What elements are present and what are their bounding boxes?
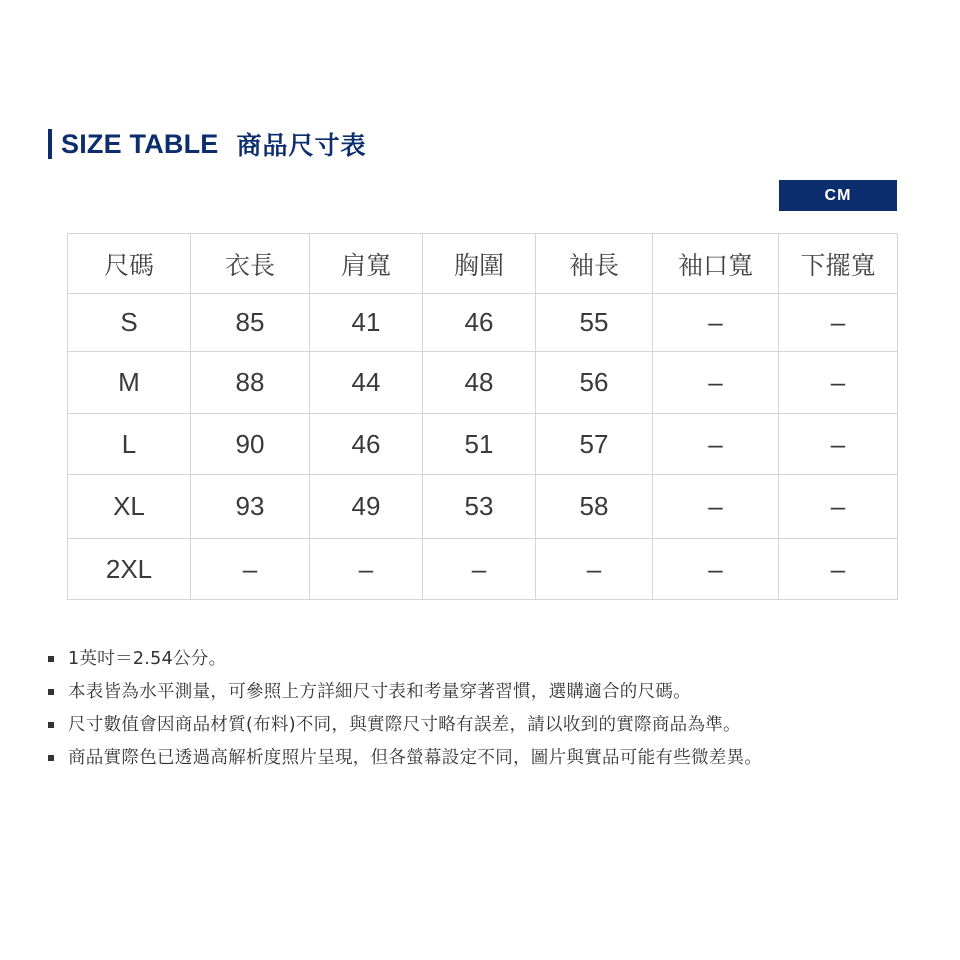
table-cell: – [423,539,536,600]
table-row [68,352,898,414]
column-header-shoulder: 肩寬 [310,234,423,294]
title-accent-bar [48,129,52,159]
table-header-row [68,234,898,294]
table-cell: – [653,539,779,600]
bullet-square-icon [48,722,54,728]
note-text: 本表皆為水平測量，可參照上方詳細尺寸表和考量穿著習慣，選購適合的尺碼。 [68,682,691,702]
bullet-square-icon [48,755,54,761]
table-row [68,539,898,600]
table-cell: 49 [310,475,423,539]
table-cell: – [779,539,898,600]
table-cell: – [779,294,898,352]
table-cell: – [779,475,898,539]
column-header-hem-width: 下擺寬 [779,234,898,294]
table-cell: – [310,539,423,600]
table-cell: 44 [310,352,423,414]
table-cell: 46 [310,414,423,475]
table-cell: 57 [536,414,653,475]
table-cell: – [653,294,779,352]
title-chinese: 商品尺寸表 [236,131,367,160]
table-cell: 93 [191,475,310,539]
table-cell: 56 [536,352,653,414]
table-cell: – [779,352,898,414]
notes-list [48,645,762,777]
table-cell: L [68,414,191,475]
column-header-chest: 胸圍 [423,234,536,294]
unit-badge: CM [779,180,897,211]
table-cell: – [653,475,779,539]
column-header-length: 衣長 [191,234,310,294]
table-cell: – [653,414,779,475]
table-cell: – [191,539,310,600]
note-text: 1英吋＝2.54公分。 [68,649,227,669]
table-cell: 53 [423,475,536,539]
note-item [48,711,762,744]
note-text: 商品實際色已透過高解析度照片呈現，但各螢幕設定不同，圖片與實品可能有些微差異。 [68,748,763,768]
table-cell: 58 [536,475,653,539]
note-item [48,678,762,711]
table-cell: 85 [191,294,310,352]
note-text: 尺寸數值會因商品材質(布料)不同，與實際尺寸略有誤差，請以收到的實際商品為準。 [68,715,741,735]
page-title [48,128,367,160]
table-cell: 55 [536,294,653,352]
column-header-size: 尺碼 [68,234,191,294]
bullet-square-icon [48,656,54,662]
bullet-square-icon [48,689,54,695]
table-cell: 2XL [68,539,191,600]
table-cell: – [653,352,779,414]
note-item [48,744,762,777]
size-table [67,233,898,600]
table-row [68,294,898,352]
table-cell: 46 [423,294,536,352]
table-cell: 51 [423,414,536,475]
table-row [68,414,898,475]
table-cell: XL [68,475,191,539]
table-cell: 48 [423,352,536,414]
table-cell: S [68,294,191,352]
table-cell: – [779,414,898,475]
table-cell: – [536,539,653,600]
title-english: SIZE TABLE [61,128,219,159]
note-item [48,645,762,678]
table-row [68,475,898,539]
table-cell: M [68,352,191,414]
column-header-sleeve-length: 袖長 [536,234,653,294]
column-header-cuff-width: 袖口寬 [653,234,779,294]
table-cell: 41 [310,294,423,352]
table-cell: 90 [191,414,310,475]
table-cell: 88 [191,352,310,414]
